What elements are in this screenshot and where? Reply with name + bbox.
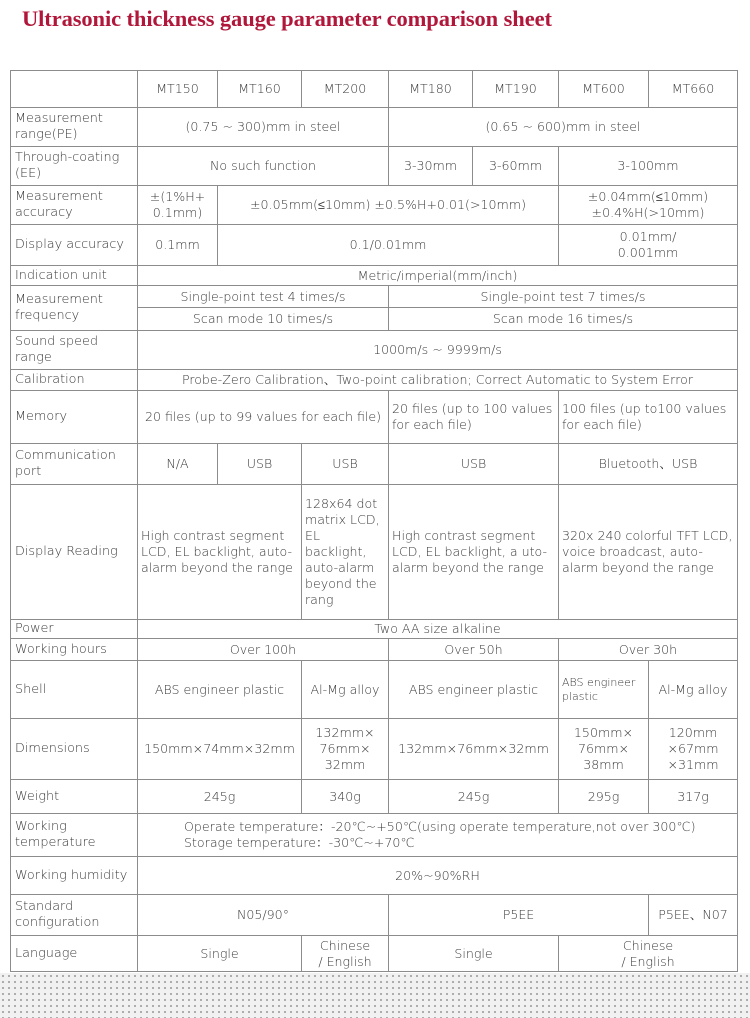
model-header: MT660 — [649, 71, 738, 108]
row-label: Through-coating (EE) — [11, 147, 138, 186]
table-cell: Bluetooth、USB — [559, 444, 738, 485]
table-cell: Single-point test 7 times/s — [389, 286, 738, 308]
table-cell: USB — [218, 444, 302, 485]
table-row-standard-configuration — [11, 895, 738, 936]
table-row-memory — [11, 391, 738, 444]
table-cell: Operate temperature：-20℃~+50℃(using operate temperature,not over 300℃) Storage temperature：-30℃~+70℃ — [138, 814, 738, 857]
table-cell: 100 files (up to100 values for each file) — [559, 391, 738, 444]
table-cell: 0.1mm — [138, 225, 218, 266]
table-cell: No such function — [138, 147, 389, 186]
row-label: Indication unit — [11, 266, 138, 286]
table-cell: (0.65 ~ 600)mm in steel — [389, 108, 738, 147]
row-label: Shell — [11, 661, 138, 719]
table-cell: 120mm ×67mm ×31mm — [649, 719, 738, 780]
table-row-shell — [11, 661, 738, 719]
row-label: Dimensions — [11, 719, 138, 780]
row-label: Weight — [11, 780, 138, 814]
table-cell: Scan mode 10 times/s — [138, 308, 389, 331]
table-cell: 3-100mm — [559, 147, 738, 186]
table-cell: ABS engineer plastic — [389, 661, 559, 719]
table-cell: USB — [389, 444, 559, 485]
table-cell: 20 files (up to 99 values for each file) — [138, 391, 389, 444]
model-header: MT190 — [473, 71, 559, 108]
table-cell: Metric/imperial(mm/inch) — [138, 266, 738, 286]
table-cell: Scan mode 16 times/s — [389, 308, 738, 331]
row-label: Display Reading — [11, 485, 138, 620]
table-cell: Al-Mg alloy — [302, 661, 389, 719]
table-row-weight — [11, 780, 738, 814]
table-row-through-coating — [11, 147, 738, 186]
table-cell: 0.1/0.01mm — [218, 225, 559, 266]
row-label: Measurement frequency — [11, 286, 138, 331]
table-row-working-temperature — [11, 814, 738, 857]
table-cell: Two AA size alkaline — [138, 620, 738, 639]
table-cell: 3-60mm — [473, 147, 559, 186]
table-cell: ±0.05mm(≤10mm) ±0.5%H+0.01(>10mm) — [218, 186, 559, 225]
table-cell: Single-point test 4 times/s — [138, 286, 389, 308]
row-label: Display accuracy — [11, 225, 138, 266]
table-cell: Probe-Zero Calibration、Two-point calibration; Correct Automatic to System Error — [138, 370, 738, 391]
table-cell: Single — [138, 936, 302, 972]
table-cell: ABS engineer plastic — [138, 661, 302, 719]
model-header: MT160 — [218, 71, 302, 108]
table-row-sound-speed — [11, 331, 738, 370]
table-row-power — [11, 620, 738, 639]
table-cell: ±0.04mm(≤10mm) ±0.4%H(>10mm) — [559, 186, 738, 225]
table-cell: Chinese / English — [302, 936, 389, 972]
row-label: Measurement range(PE) — [11, 108, 138, 147]
table-cell: 20%~90%RH — [138, 857, 738, 895]
row-label: Power — [11, 620, 138, 639]
table-cell: USB — [302, 444, 389, 485]
model-header: MT600 — [559, 71, 649, 108]
table-cell: 1000m/s ~ 9999m/s — [138, 331, 738, 370]
table-cell: (0.75 ~ 300)mm in steel — [138, 108, 389, 147]
dotted-overlay — [0, 973, 750, 1018]
table-row-measurement-accuracy — [11, 186, 738, 225]
table-cell: Over 100h — [138, 639, 389, 661]
table-cell: Over 30h — [559, 639, 738, 661]
table-cell: 132mm×76mm×32mm — [389, 719, 559, 780]
row-label: Working hours — [11, 639, 138, 661]
table-row-measurement-range — [11, 108, 738, 147]
model-header: MT200 — [302, 71, 389, 108]
table-cell: 320x 240 colorful TFT LCD, voice broadcast, auto-alarm beyond the range — [559, 485, 738, 620]
table-cell: 20 files (up to 100 values for each file) — [389, 391, 559, 444]
table-cell: N/A — [138, 444, 218, 485]
table-row-measurement-frequency — [11, 286, 738, 308]
table-row-working-hours — [11, 639, 738, 661]
row-label: Communication port — [11, 444, 138, 485]
page-title: Ultrasonic thickness gauge parameter comparison sheet — [22, 6, 552, 31]
table-cell: 128x64 dot matrix LCD, EL backlight, auto-alarm beyond the rang — [302, 485, 389, 620]
table-cell: High contrast segment LCD, EL backlight, auto-alarm beyond the range — [138, 485, 302, 620]
table-cell: 295g — [559, 780, 649, 814]
row-label: Sound speed range — [11, 331, 138, 370]
model-header: MT150 — [138, 71, 218, 108]
table-cell: 150mm×74mm×32mm — [138, 719, 302, 780]
table-row-dimensions — [11, 719, 738, 780]
table-row-working-humidity — [11, 857, 738, 895]
table-cell: 317g — [649, 780, 738, 814]
table-row-indication-unit — [11, 266, 738, 286]
table-cell: Over 50h — [389, 639, 559, 661]
table-row-communication-port — [11, 444, 738, 485]
row-label: Calibration — [11, 370, 138, 391]
table-cell: ABS engineer plastic — [559, 661, 649, 719]
table-cell: N05/90° — [138, 895, 389, 936]
table-cell: 3-30mm — [389, 147, 473, 186]
table-cell: 150mm× 76mm× 38mm — [559, 719, 649, 780]
row-label: Working humidity — [11, 857, 138, 895]
table-cell: High contrast segment LCD, EL backlight, a uto-alarm beyond the range — [389, 485, 559, 620]
comparison-table — [10, 70, 738, 972]
table-cell: ±(1%H+ 0.1mm) — [138, 186, 218, 225]
table-row-language — [11, 936, 738, 972]
table-cell: Chinese / English — [559, 936, 738, 972]
table-cell: 245g — [138, 780, 302, 814]
row-label: Measurement accuracy — [11, 186, 138, 225]
table-cell: 0.01mm/ 0.001mm — [559, 225, 738, 266]
table-row-calibration — [11, 370, 738, 391]
table-row-display-accuracy — [11, 225, 738, 266]
table-cell: Single — [389, 936, 559, 972]
table-cell: 132mm× 76mm× 32mm — [302, 719, 389, 780]
table-cell: Al-Mg alloy — [649, 661, 738, 719]
table-row-display-reading — [11, 485, 738, 620]
table-cell: 340g — [302, 780, 389, 814]
table-cell: P5EE — [389, 895, 649, 936]
header-row — [11, 71, 738, 108]
header-corner-cell — [11, 71, 138, 108]
row-label: Standard configuration — [11, 895, 138, 936]
table-cell: P5EE、N07 — [649, 895, 738, 936]
model-header: MT180 — [389, 71, 473, 108]
row-label: Memory — [11, 391, 138, 444]
row-label: Working temperature — [11, 814, 138, 857]
row-label: Language — [11, 936, 138, 972]
table-cell: 245g — [389, 780, 559, 814]
